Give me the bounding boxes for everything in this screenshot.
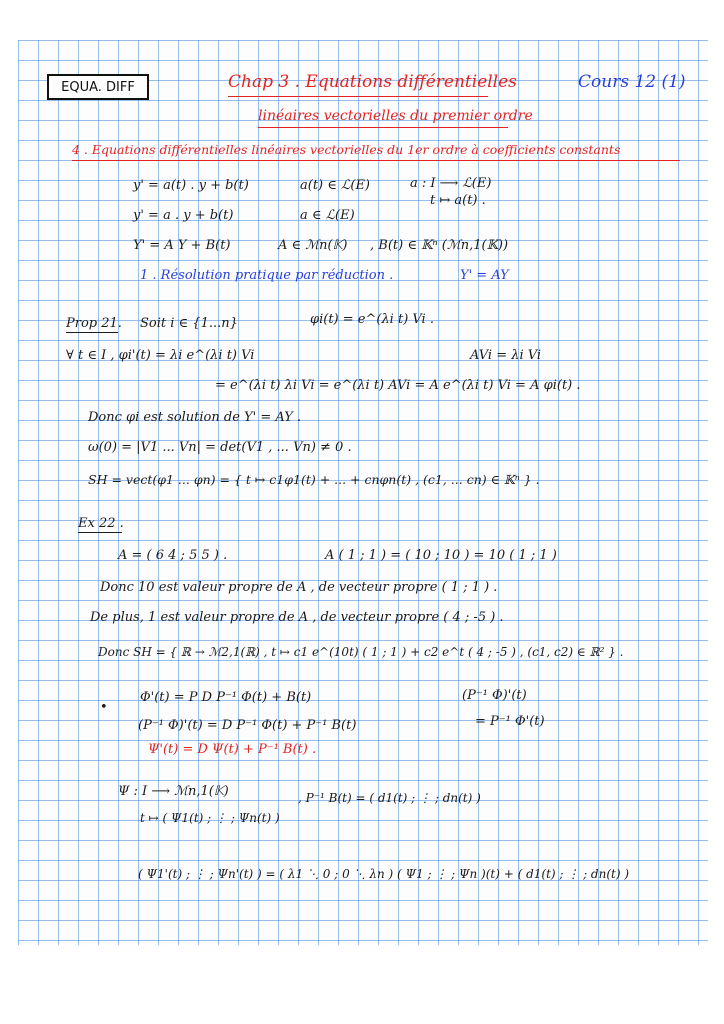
example-line-1: Donc 10 est valeur propre de A , de vecteur propre ( 1 ; 1 ) . [100,580,498,595]
transform-line-2-right: = P⁻¹ Φ'(t) [475,714,545,729]
example-line-2: De plus, 1 est valeur propre de A , de vecteur propre ( 4 ; -5 ) . [90,610,504,625]
prop-statement: Soit i ∈ {1...n} [140,316,238,331]
system-equation: ( Ψ1'(t) ; ⋮ ; Ψn'(t) ) = ( λ1 ⋱ 0 ; 0 ⋱ λn ) ( Ψ1 ; ⋮ ; Ψn )(t) + ( d1(t) ; ⋮ ; dn(t) ) [138,867,630,881]
bullet: • [100,700,108,715]
eq2-mid: a ∈ ℒ(E) [300,208,355,223]
example-label: Ex 22 . [78,516,124,531]
chapter-title: Chap 3 . Equations différentielles [228,72,517,92]
example-matrix: A = ( 6 4 ; 5 5 ) . [118,548,228,563]
eq1-left: y' = a(t) . y + b(t) [133,178,249,193]
sub-heading: 1 . Résolution pratique par réduction . [140,268,394,283]
subtitle-underline [258,127,508,128]
example-eigen: A ( 1 ; 1 ) = ( 10 ; 10 ) = 10 ( 1 ; 1 ) [325,548,557,563]
transform-line-2: (P⁻¹ Φ)'(t) = D P⁻¹ Φ(t) + P⁻¹ B(t) [138,718,357,733]
prop-line-2: = e^(λi t) λi Vi = e^(λi t) AVi = A e^(λi t) Vi = A φi(t) . [215,378,581,393]
sub-heading-equation: Y' = AY [460,268,509,283]
eq1-mid: a(t) ∈ ℒ(E) [300,178,371,193]
eq1-right-2: t ↦ a(t) . [430,193,486,208]
eq3-mid: A ∈ ℳn(𝕂) [278,238,348,253]
eq3-left: Y' = A Y + B(t) [133,238,231,253]
topic-label: EQUA. DIFF [61,79,135,95]
section-heading: 4 . Equations différentielles linéaires vectorielles du 1er ordre à coefficients constants [72,142,621,157]
chapter-subtitle: linéaires vectorielles du premier ordre [258,108,533,124]
eq2-left: y' = a . y + b(t) [133,208,234,223]
psi-definition-2: t ↦ ( Ψ1(t) ; ⋮ ; Ψn(t) ) [140,811,280,825]
prop-line-1-right: AVi = λi Vi [470,348,542,363]
pb-definition: , P⁻¹ B(t) = ( d1(t) ; ⋮ ; dn(t) ) [298,791,481,805]
example-line-3: Donc SH = { ℝ → ℳ2,1(ℝ) , t ↦ c1 e^(10t) ( 1 ; 1 ) + c2 e^t ( 4 ; -5 ) , (c1, c2) ∈ ℝ² } . [98,645,624,659]
title-underline [228,96,488,97]
transform-line-1: Φ'(t) = P D P⁻¹ Φ(t) + B(t) [140,690,312,705]
eq3-right: , B(t) ∈ 𝕂ⁿ (ℳn,1(𝕂)) [370,238,509,253]
example-label-underline [78,532,122,533]
prop-line-3: Donc φi est solution de Y' = AY . [88,410,302,425]
phi-definition: φi(t) = e^(λi t) Vi . [310,312,434,327]
course-number: Cours 12 (1) [578,72,686,92]
topic-box [47,74,149,100]
prop-line-1: ∀ t ∈ I , φi'(t) = λi e^(λi t) Vi [66,348,255,363]
prop-line-5: SH = vect(φ1 ... φn) = { t ↦ c1φ1(t) + ... + cnφn(t) , (c1, ... cn) ∈ 𝕂ⁿ } . [88,472,540,487]
section-underline [72,160,680,161]
eq1-right: a : I ⟶ ℒ(E) [410,176,492,191]
grid-paper [18,40,708,945]
transform-line-3: Ψ'(t) = D Ψ(t) + P⁻¹ B(t) . [148,742,317,757]
prop-label-underline [66,332,118,333]
transform-line-1-right: (P⁻¹ Φ)'(t) [462,688,527,703]
prop-label: Prop 21. [66,316,122,331]
psi-definition: Ψ : I ⟶ ℳn,1(𝕂) [118,784,229,799]
prop-line-4: ω(0) = |V1 ... Vn| = det(V1 , ... Vn) ≠ 0 . [88,440,352,455]
